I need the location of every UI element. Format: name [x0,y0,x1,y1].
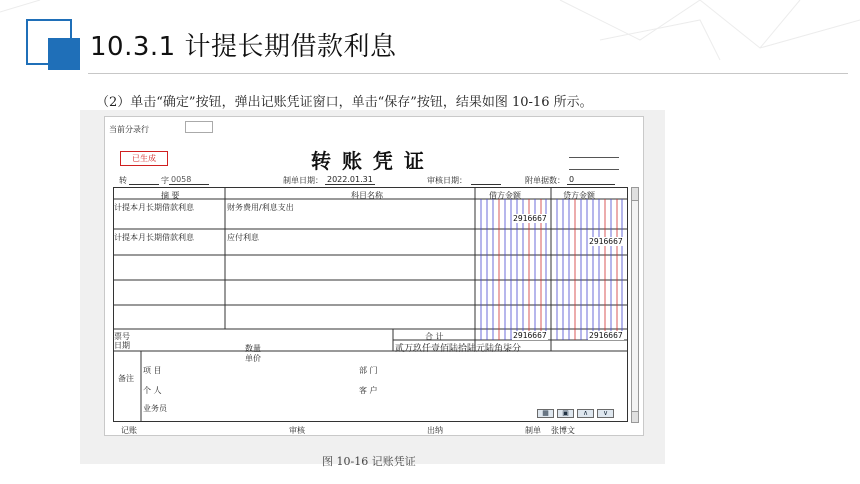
cashier-label: 出纳 [427,426,443,435]
voucher-type: 转 [119,176,127,185]
total-label: 合 计 [425,332,444,341]
note-up-icon[interactable]: ∧ [577,409,594,418]
page-title: 10.3.1 计提长期借款利息 [90,32,397,62]
title-underline-right [569,157,619,158]
figure-caption: 图 10-16 记账凭证 [322,455,416,468]
header-divider [88,73,848,74]
vertical-scrollbar[interactable] [631,187,639,423]
attachments-underline [567,184,615,185]
current-entry-input[interactable] [185,121,213,133]
preparer-name: 张博文 [551,426,575,435]
voucher-type-underline [129,184,159,185]
number-label: 字 [161,176,169,185]
row-2-summary[interactable]: 计提本月长期借款利息 [114,233,194,242]
audit-date-label: 审核日期： [427,176,467,185]
note-edit-icon[interactable]: ▦ [537,409,554,418]
title-underline-right-2 [569,169,619,170]
attachments-label: 附单据数： [525,176,565,185]
date-label: 制单日期： [283,176,323,185]
voucher-window [104,116,644,436]
preparer-label: 制单 [525,426,541,435]
quantity-label: 数量 [245,344,261,353]
row-1-account[interactable]: 财务费用/利息支出 [227,203,294,212]
audit-label: 审核 [289,426,305,435]
voucher-date[interactable]: 2022.01.31 [327,175,373,184]
voucher-number[interactable]: 0058 [171,175,192,184]
project-label: 项 目 [143,366,162,375]
voucher-number-underline [169,184,209,185]
attachments-count[interactable]: 0 [569,175,575,184]
person-label: 个 人 [143,386,162,395]
note-down-icon[interactable]: ∨ [597,409,614,418]
column-debit: 借方金额 [489,191,521,200]
total-debit: 2916667 [513,331,547,340]
department-label: 部 门 [359,366,378,375]
current-entry-label: 当前分录行 [109,125,149,134]
ticket-date-label: 日期 [114,341,130,350]
column-credit: 贷方金额 [563,191,595,200]
instruction-text: （2）单击“确定”按钮，弹出记账凭证窗口，单击“保存”按钮，结果如图 10-16 所示。 [96,95,593,110]
header-square-fill [48,38,80,70]
customer-label: 客 户 [359,386,378,395]
voucher-date-underline [325,184,375,185]
voucher-title: 转 账 凭 证 [311,149,426,173]
column-account: 科目名称 [351,191,383,200]
row-1-debit[interactable]: 2916667 [513,214,547,223]
row-1-summary[interactable]: 计提本月长期借款利息 [114,203,194,212]
audit-date-underline [471,184,501,185]
total-credit: 2916667 [589,331,623,340]
bookkeeping-label: 记账 [121,426,137,435]
ticket-no-label: 票号 [114,332,130,341]
row-2-account[interactable]: 应付利息 [227,233,259,242]
amount-in-words: 贰万玖仟壹佰陆拾陆元陆角柒分 [395,344,522,354]
notes-label: 备注 [118,374,134,383]
salesperson-label: 业务员 [143,404,167,413]
row-2-credit[interactable]: 2916667 [589,237,623,246]
unit-price-label: 单价 [245,354,261,363]
note-view-icon[interactable]: ▣ [557,409,574,418]
status-stamp: 已生成 [120,151,168,166]
column-summary: 摘 要 [161,191,180,200]
